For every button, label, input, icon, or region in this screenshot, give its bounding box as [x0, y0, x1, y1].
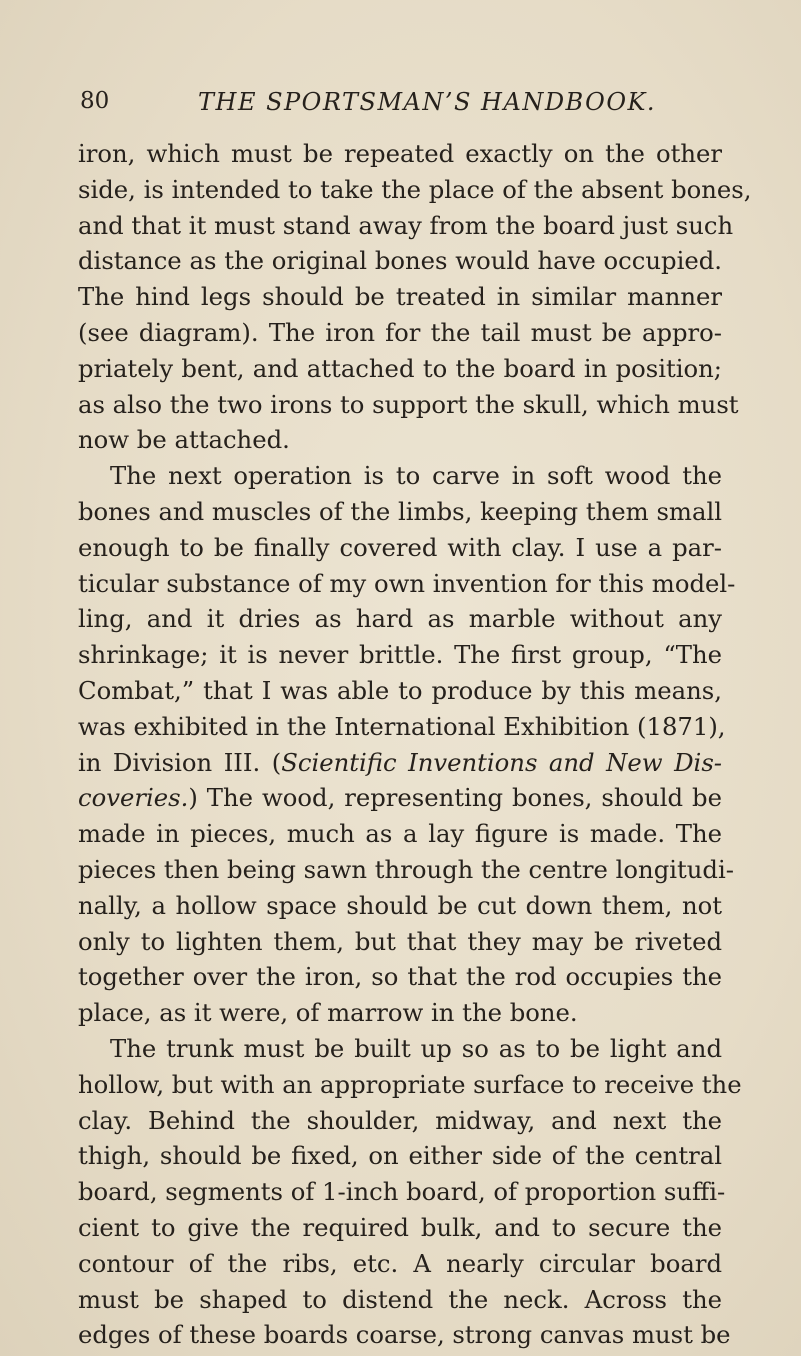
- text-line: Combat,” that I was able to produce by this means,: [78, 675, 722, 705]
- text-line: clay. Behind the shoulder, midway, and next the: [78, 1105, 722, 1135]
- page-number: 80: [80, 88, 110, 114]
- text-line: was exhibited in the International Exhibition (1871),: [78, 711, 726, 741]
- text-run: in Division III. (: [78, 747, 282, 777]
- text-line: only to lighten them, but that they may be riveted: [78, 926, 722, 956]
- text-line: distance as the original bones would have occupied.: [78, 246, 722, 276]
- text-line: shrinkage; it is never brittle. The first group, “The: [78, 640, 722, 670]
- text-line: must be shaped to distend the neck. Across the: [78, 1284, 722, 1314]
- page-header: [80, 88, 700, 122]
- text-line: ling, and it dries as hard as marble without any: [78, 604, 722, 634]
- text-line: The trunk must be built up so as to be light and: [110, 1033, 722, 1063]
- text-line: priately bent, and attached to the board in position;: [78, 353, 722, 383]
- text-line: thigh, should be fixed, on either side of the central: [78, 1141, 722, 1171]
- text-line: hollow, but with an appropriate surface to receive the: [78, 1069, 742, 1099]
- text-line: together over the iron, so that the rod occupies the: [78, 962, 722, 992]
- text-line: cient to give the required bulk, and to secure the: [78, 1212, 722, 1242]
- text-line: board, segments of 1-inch board, of proportion suffi-: [78, 1177, 726, 1207]
- text-line: edges of these boards coarse, strong canvas must be: [78, 1320, 731, 1350]
- text-line: side, is intended to take the place of the absent bones,: [78, 174, 752, 204]
- text-line: The next operation is to carve in soft wood the: [110, 461, 722, 491]
- text-line: nally, a hollow space should be cut down them, not: [78, 890, 722, 920]
- text-line: (see diagram). The iron for the tail must be appro-: [78, 317, 722, 347]
- text-line: iron, which must be repeated exactly on the other: [78, 139, 722, 168]
- text-line: The hind legs should be treated in similar manner: [78, 282, 722, 312]
- body-text: [78, 136, 752, 1353]
- text-line-mixed: [78, 780, 722, 816]
- running-head: THE SPORTSMAN’S HANDBOOK.: [198, 88, 657, 116]
- text-line: bones and muscles of the limbs, keeping them small: [78, 496, 722, 526]
- text-line: place, as it were, of marrow in the bone.: [78, 998, 578, 1028]
- text-line: enough to be finally covered with clay. I use a par-: [78, 532, 722, 562]
- text-run: ) The wood, representing bones, should be: [188, 783, 722, 813]
- text-line: and that it must stand away from the board just such: [78, 210, 734, 240]
- text-line: as also the two irons to support the skull, which must: [78, 389, 739, 419]
- text-line: made in pieces, much as a lay figure is made. The: [78, 819, 722, 849]
- italic-title-run: coveries.: [78, 783, 189, 813]
- italic-title-run: Scientific Inventions and New Dis-: [281, 747, 722, 777]
- text-line: ticular substance of my own invention for this model-: [78, 568, 736, 598]
- text-line: now be attached.: [78, 425, 290, 455]
- text-line: pieces then being sawn through the centre longitudi-: [78, 854, 734, 884]
- text-line-mixed: [78, 745, 722, 781]
- text-line: contour of the ribs, etc. A nearly circular board: [78, 1248, 722, 1278]
